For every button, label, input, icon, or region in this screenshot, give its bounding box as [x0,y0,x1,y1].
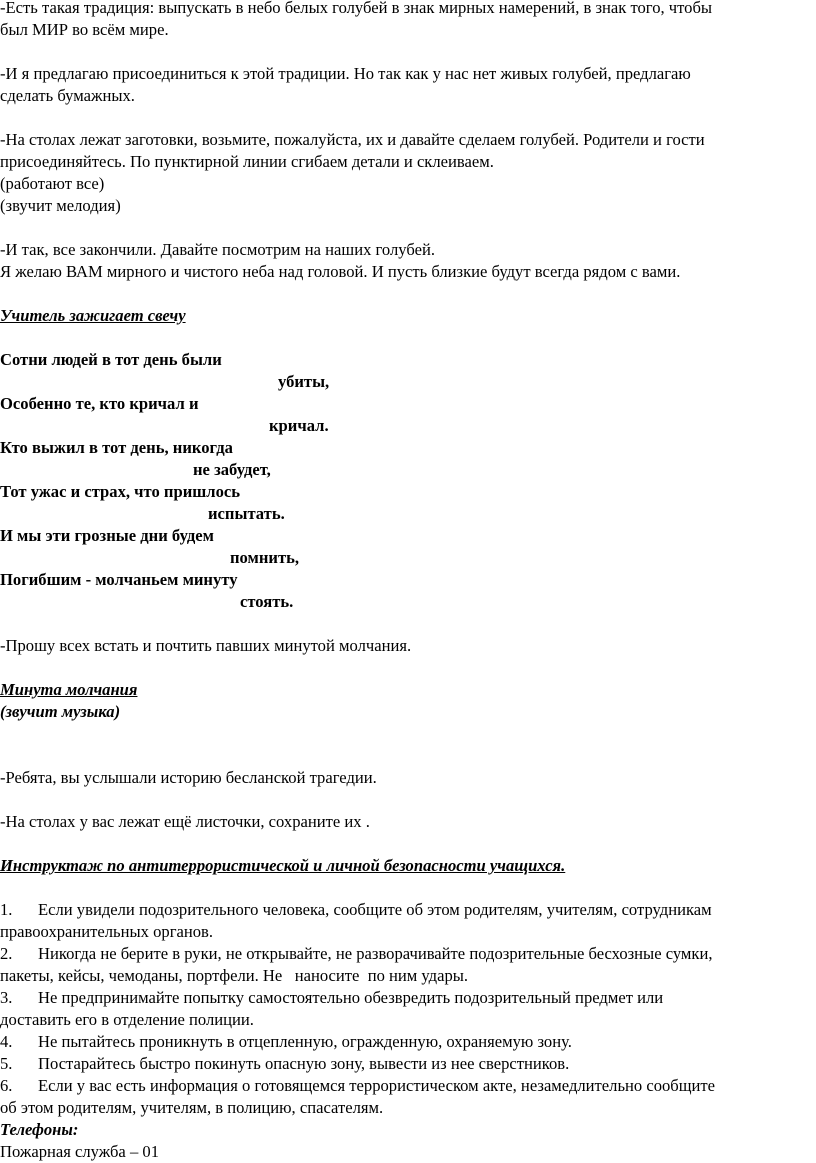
poem-line: Кто выжил в тот день, никогда [0,438,233,457]
candle-heading: Учитель зажигает свечу [0,306,186,325]
item-text: Не предпринимайте попытку самостоятельно обезвредить подозрительный предмет или [38,988,664,1007]
music-note: (звучит музыка) [0,702,121,721]
poem-line: Тот ужас и страх, что пришлось [0,482,241,501]
item-text: Если увидели подозрительного человека, сообщите об этом родителям, учителям, сотрудникам [38,900,712,919]
poem-line: не забудет, [193,460,271,479]
item-text: Никогда не берите в руки, не открывайте, не разворачивайте подозрительные бесхозные сумки, [38,944,713,963]
intro-paragraph-2 [0,63,812,107]
stage-note: (звучит мелодия) [0,196,121,215]
intro-paragraph-1 [0,0,812,41]
item-number: 3. [0,988,13,1007]
poem-line: И мы эти грозные дни будем [0,526,214,545]
text-line: -На столах лежат заготовки, возьмите, пожалуйста, их и давайте сделаем голубей. Родители и гости [0,130,705,149]
list-item [0,1053,812,1075]
text-line: -И я предлагаю присоединиться к этой традиции. Но так как у нас нет живых голубей, предлагаю [0,64,691,83]
item-text: Не пытайтесь проникнуть в отцепленную, огражденную, охраняемую зону. [38,1032,572,1051]
leaflets-text: -На столах у вас лежат ещё листочки, сохраните их . [0,812,370,831]
poem-line: кричал. [269,416,329,435]
poem-line: стоять. [240,592,294,611]
list-item [0,1075,812,1119]
item-text-cont: доставить его в отделение полиции. [0,1010,254,1029]
item-text: Постарайтесь быстро покинуть опасную зону, вывести из нее сверстников. [38,1054,570,1073]
text-line: -И так, все закончили. Давайте посмотрим на наших голубей. [0,240,435,259]
list-item [0,1031,812,1053]
text-line: Я желаю ВАМ мирного и чистого неба над головой. И пусть близкие будут всегда рядом с вами. [0,262,681,281]
stand-text: -Прошу всех встать и почтить павших минутой молчания. [0,636,412,655]
briefing-heading: Инструктаж по антитеррористической и личной безопасности учащихся. [0,856,566,875]
poem-line: помнить, [230,548,300,567]
list-item [0,987,812,1031]
text-line: -Есть такая традиция: выпускать в небо белых голубей в знак мирных намерений, в знак того, чтобы [0,0,713,17]
stage-note: (работают все) [0,174,105,193]
poem-line: Сотни людей в тот день были [0,350,222,369]
text-line: присоединяйтесь. По пунктирной линии сгибаем детали и склеиваем. [0,152,494,171]
item-number: 1. [0,900,13,919]
intro-paragraph-3 [0,129,812,217]
poem-line: убиты, [278,372,330,391]
phone-entry: Пожарная служба – 01 [0,1142,159,1161]
safety-rules-list [0,899,812,1119]
poem [0,349,812,613]
beslan-text: -Ребята, вы услышали историю бесланской трагедии. [0,768,377,787]
item-number: 6. [0,1076,13,1095]
poem-line: испытать. [208,504,285,523]
item-text-cont: об этом родителям, учителям, в полицию, спасателям. [0,1098,384,1117]
poem-line: Погибшим - молчаньем минуту [0,570,238,589]
list-item [0,899,812,943]
text-line: был МИР во всём мире. [0,20,169,39]
item-number: 4. [0,1032,13,1051]
item-number: 5. [0,1054,13,1073]
item-text-cont: правоохранительных органов. [0,922,214,941]
list-item [0,943,812,987]
item-number: 2. [0,944,13,963]
silence-heading: Минута молчания [0,680,138,699]
text-line: сделать бумажных. [0,86,135,105]
item-text: Если у вас есть информация о готовящемся террористическом акте, незамедлительно сообщите [38,1076,716,1095]
intro-paragraph-4 [0,239,812,283]
poem-line: Особенно те, кто кричал и [0,394,199,413]
phones-heading: Телефоны: [0,1120,79,1139]
item-text-cont: пакеты, кейсы, чемоданы, портфели. Не наносите по ним удары. [0,966,469,985]
